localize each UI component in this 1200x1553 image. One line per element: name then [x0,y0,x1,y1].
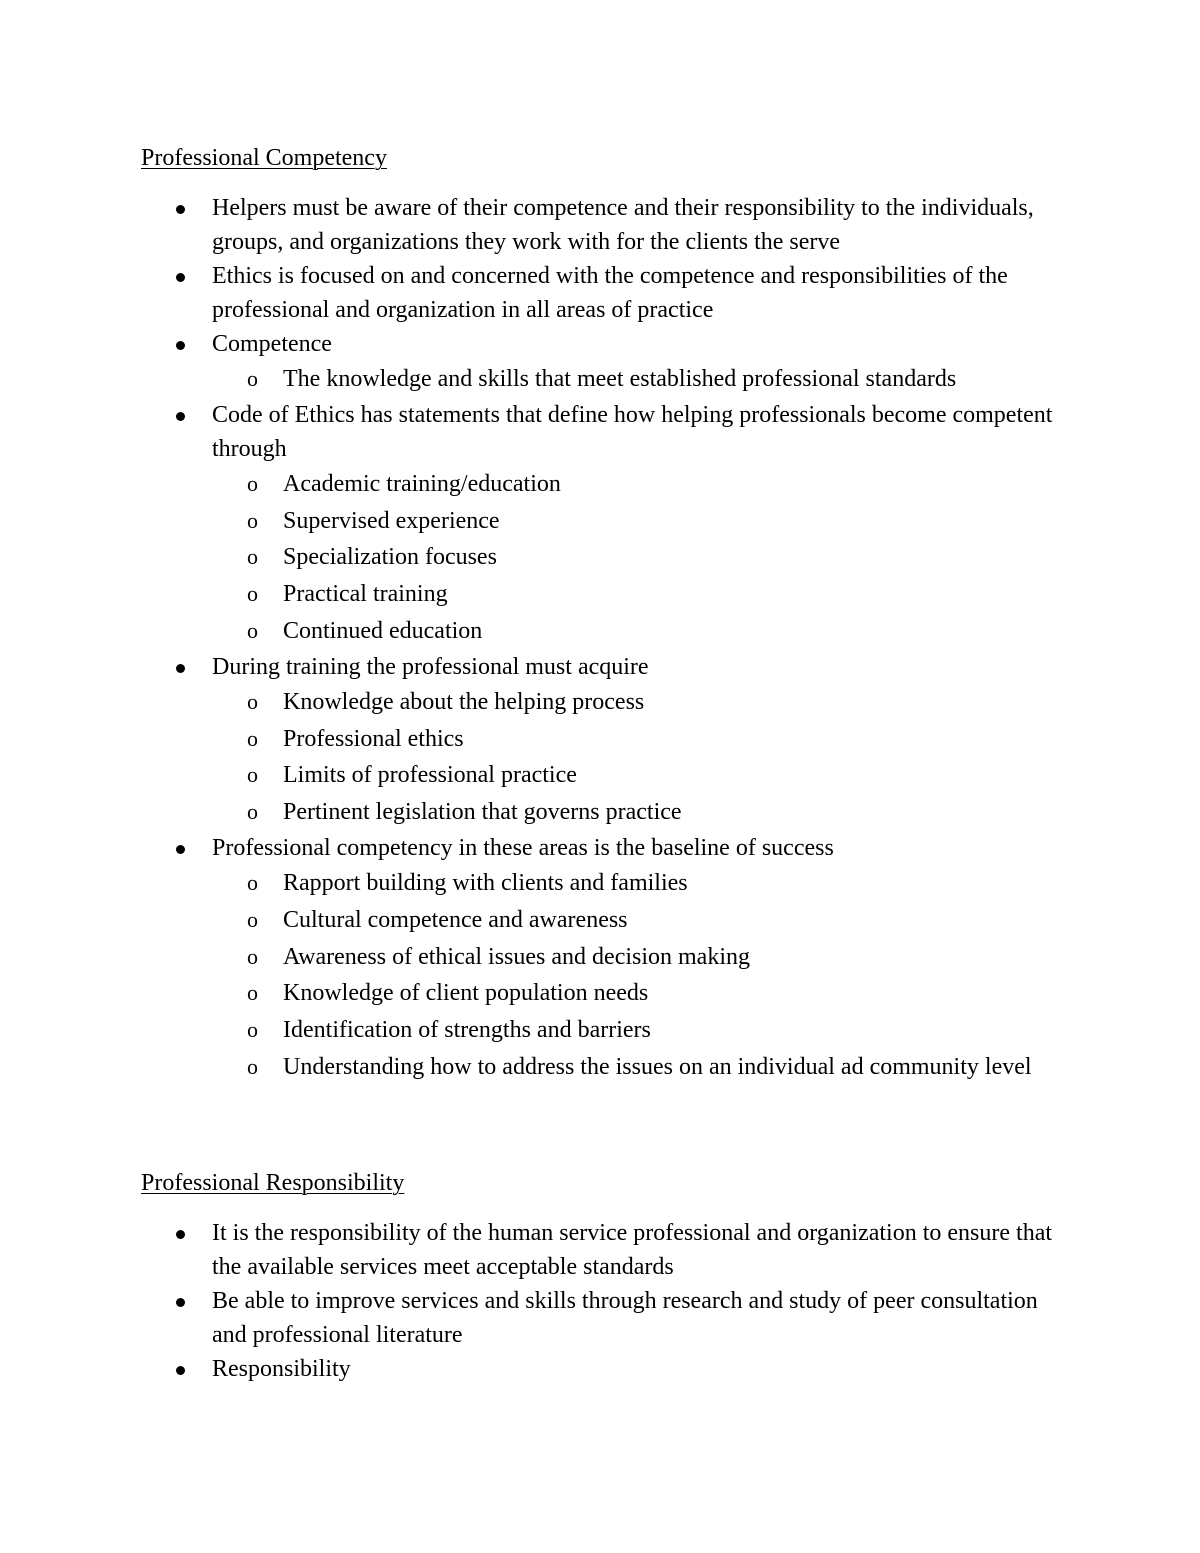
list-item [0,1352,1072,1386]
sub-list-item-text: Continued education [283,617,483,644]
responsibility-bullet-list [0,1216,1200,1386]
section-heading-professional-responsibility: Professional Responsibility [141,1170,405,1196]
sub-list-item [0,466,1083,503]
circle-bullet-icon: o [247,762,258,788]
circle-bullet-icon: o [247,507,258,533]
list-item-text: Code of Ethics has statements that define how helping professionals become competent through [212,401,1053,462]
sub-list-item-text: Limits of professional practice [283,762,577,789]
sub-list-item [0,684,1083,721]
list-item [0,191,1072,259]
sub-list [0,684,860,831]
list-item-text: Be able to improve services and skills through research and study of peer consultation and professional literature [212,1288,1038,1348]
sub-list-item-text: Identification of strengths and barriers [283,1017,651,1044]
list-item [0,1216,1072,1284]
bullet-dot-icon [176,341,185,350]
sub-list-item-text: Rapport building with clients and families [283,869,688,896]
sub-list-item-text: Knowledge of client population needs [283,980,649,1007]
bullet-dot-icon [176,205,185,214]
circle-bullet-icon: o [247,869,258,895]
sub-list-item [0,539,1083,576]
list-item-text: Professional competency in these areas is the baseline of success [212,834,834,861]
list-item [0,259,1072,327]
list-item [0,327,1072,398]
bullet-dot-icon [176,273,185,282]
circle-bullet-icon: o [247,470,258,496]
circle-bullet-icon: o [247,943,258,969]
list-item-text: During training the professional must acquire [212,653,649,680]
sub-list-item [0,721,1083,758]
circle-bullet-icon: o [247,1053,258,1079]
sub-list-item [0,865,1083,902]
bullet-dot-icon [176,1366,185,1375]
sub-list-item-text: The knowledge and skills that meet established professional standards [283,366,957,392]
list-item-text: Competence [212,331,332,357]
sub-list-item-text: Cultural competence and awareness [283,906,628,933]
bullet-dot-icon [176,412,185,421]
circle-bullet-icon: o [247,980,258,1006]
circle-bullet-icon: o [247,366,258,391]
sub-list-item [0,503,1083,540]
circle-bullet-icon: o [247,799,258,825]
sub-list [0,361,957,398]
bullet-dot-icon [176,1230,185,1239]
list-item-text: Helpers must be aware of their competence and their responsibility to the individuals, groups, and organizations they work with for the clients the serve [212,195,1034,255]
list-item-text: Ethics is focused on and concerned with the competence and responsibilities of the professional and organization in all areas of practice [212,263,1008,323]
sub-list-item [0,613,1083,650]
sub-list-item-text: Specialization focuses [283,544,497,571]
list-item [0,398,1072,650]
list-item-text: It is the responsibility of the human service professional and organization to ensure that the available services meet acceptable standards [212,1220,1053,1280]
bullet-dot-icon [176,845,185,854]
sub-list-item-text: Supervised experience [283,507,500,534]
circle-bullet-icon: o [247,544,258,570]
sub-list-item [0,975,1083,1012]
list-item [0,650,1072,831]
bullet-dot-icon [176,664,185,673]
circle-bullet-icon: o [247,617,258,643]
sub-list-item-text: Practical training [283,581,448,608]
sub-list-item-text: Understanding how to address the issues on an individual ad community level [283,1053,1032,1080]
sub-list-item [0,902,1083,939]
list-item-text: Responsibility [212,1356,351,1382]
sub-list-item-text: Knowledge about the helping process [283,688,645,715]
bullet-dot-icon [176,1298,185,1307]
sub-list-item [0,757,1083,794]
section-heading-professional-competency: Professional Competency [141,145,387,171]
sub-list-item-text: Awareness of ethical issues and decision making [283,943,751,970]
sub-list-item [0,939,1083,976]
sub-list [0,865,1032,1086]
competency-bullet-list [0,191,1200,1086]
circle-bullet-icon: o [247,906,258,932]
sub-list-item [0,794,1083,831]
sub-list-item [0,1012,1083,1049]
sub-list-item [0,361,1083,398]
sub-list-item-text: Pertinent legislation that governs practice [283,799,682,826]
sub-list-item [0,576,1083,613]
sub-list-item-text: Academic training/education [283,470,561,497]
list-item [0,831,1072,1086]
circle-bullet-icon: o [247,725,258,751]
list-item [0,1284,1072,1352]
circle-bullet-icon: o [247,1017,258,1043]
sub-list [0,466,860,650]
circle-bullet-icon: o [247,581,258,607]
circle-bullet-icon: o [247,688,258,714]
sub-list-item [0,1049,1083,1086]
sub-list-item-text: Professional ethics [283,725,464,752]
